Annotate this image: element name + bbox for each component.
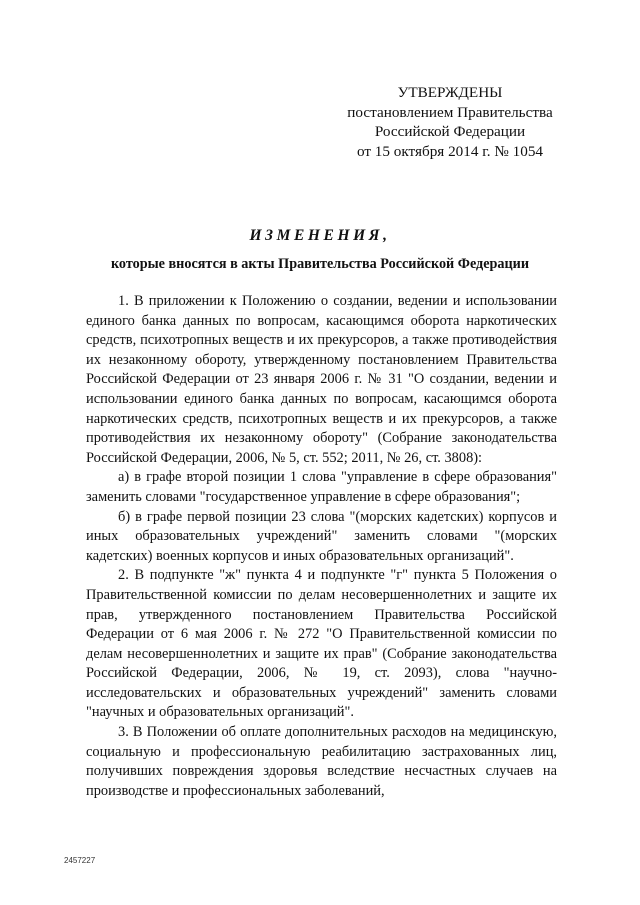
- approval-block: [330, 83, 570, 161]
- approval-government-line: Российской Федерации: [374, 123, 526, 140]
- approval-date-line: от 15 октября 2014 г. № 1054: [356, 142, 544, 160]
- approval-decree-line: постановлением Правительства: [347, 103, 553, 121]
- paragraph-2: 2. В подпункте "ж" пункта 4 и подпункте "г" пункта 5 Положения о Правительственной комиссии по делам несовершеннолетних и защите их прав, утвержденного постановлением Правительства Российской Федерации от 6 мая 2006 г. № 272 "О Правительственной комиссии по делам несовершеннолетних и защите их прав" (Собрание законодательства Российской Федерации, 2006, № 19, ст. 2093), слова "научно-исследовательских и образовательных учреждений" заменить словами "научных и образовательных организаций".: [86, 567, 557, 721]
- document-title: ИЗМЕНЕНИЯ,: [249, 227, 391, 244]
- paragraph-3: 3. В Положении об оплате дополнительных расходов на медицинскую, социальную и профессиональную реабилитацию застрахованных лиц, получивших повреждения здоровья вследствие несчастных случаев на производстве и профессиональных заболеваний,: [86, 724, 557, 799]
- paragraph-1: 1. В приложении к Положению о создании, ведении и использовании единого банка данных по вопросам, касающимся оборота наркотических средств, психотропных веществ и их прекурсоров, а также противодействия их незаконному обороту, утвержденному постановлением Правительства Российской Федерации от 23 января 2006 г. № 31 "О создании, ведении и использовании единого банка данных по вопросам, касающимся оборота наркотических средств, психотропных веществ и их прекурсоров, а также противодействия их незаконному обороту" (Собрание законодательства Российской Федерации, 2006, № 5, ст. 552; 2011, № 26, ст. 3808):: [86, 293, 557, 466]
- document-body: [86, 292, 557, 801]
- paragraph-1a: а) в графе второй позиции 1 слова "управление в сфере образования" заменить словами "государственное управление в сфере образования";: [86, 469, 557, 505]
- paragraph-1b: б) в графе первой позиции 23 слова "(морских кадетских) корпусов и иных образовательных учреждений" заменить словами "(морских кадетских) военных корпусов и иных образовательных организаций".: [86, 508, 557, 564]
- document-code: 2457227: [64, 856, 96, 865]
- approval-heading: УТВЕРЖДЕНЫ: [397, 84, 503, 101]
- document-subtitle: которые вносятся в акты Правительства Российской Федерации: [110, 256, 530, 272]
